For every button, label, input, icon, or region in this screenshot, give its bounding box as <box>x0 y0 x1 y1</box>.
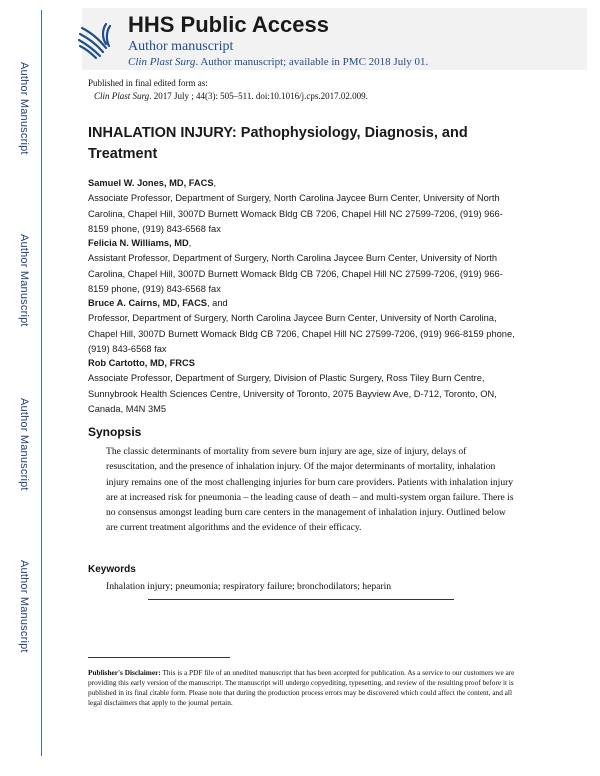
author-affiliation: Associate Professor, Department of Surgery, North Carolina Jaycee Burn Center, University of North Carolina, Chapel Hill, 3007D Burnett Womack Bldg CB 7206, Chapel Hill NC 27599-7206, (919) 966-8159 phone, (919) 843-6568 fax <box>88 193 503 235</box>
author-name: Bruce A. Cairns, MD, FACS <box>88 298 207 308</box>
availability-text: . Author manuscript; available in PMC 2018 July 01. <box>195 56 429 68</box>
disclaimer-text: This is a PDF file of an unedited manuscript that has been accepted for publication. As a service to our customers we are providing this early version of the manuscript. The manuscript will undergo copyediting, typesetting, and review of the resulting proof before it is published in its final citable form. Please note that during the production process errors may be discovered which could affect the content, and all legal disclaimers that apply to the journal pertain. <box>88 668 515 707</box>
author-suffix: , <box>213 178 217 188</box>
author-affiliation: Professor, Department of Surgery, North Carolina Jaycee Burn Center, University of North Carolina, Chapel Hill, 3007D Burnett Womack Bldg CB 7206, Chapel Hill NC 27599-7206, (919) 966-8159 phone, (919) 843-6568 fax <box>88 313 515 355</box>
disclaimer-label: Publisher's Disclaimer: <box>88 668 161 677</box>
author-affiliation: Associate Professor, Department of Surgery, Division of Plastic Surgery, Ross Tiley Burn Centre, Sunnybrook Health Sciences Centre, University of Toronto, 2075 Bayview Ave, D-712, Toronto, ON, Canada, M4N 3M5 <box>88 373 497 415</box>
article-title: INHALATION INJURY: Pathophysiology, Diagnosis, and Treatment <box>88 125 468 162</box>
keywords-heading: Keywords <box>88 564 136 575</box>
published-in-block <box>88 77 368 103</box>
side-label-author-manuscript: Author Manuscript <box>18 398 30 491</box>
hhs-public-access-title: HHS Public Access <box>128 12 329 37</box>
author-affiliation: Assistant Professor, Department of Surgery, North Carolina Jaycee Burn Center, University of North Carolina, Chapel Hill, 3007D Burnett Womack Bldg CB 7206, Chapel Hill NC 27599-7206, (919) 966-8159 phone, (919) 843-6568 fax <box>88 253 503 295</box>
synopsis-heading: Synopsis <box>88 425 142 439</box>
author-suffix: , <box>188 238 192 248</box>
divider <box>148 599 454 600</box>
citation-line <box>88 90 368 103</box>
keywords-text: Inhalation injury; pneumonia; respiratory failure; bronchodilators; heparin <box>106 581 392 592</box>
margin-rule <box>41 10 42 756</box>
author-suffix: , and <box>207 298 228 308</box>
author-manuscript-subtitle: Author manuscript <box>128 39 234 54</box>
side-label-author-manuscript: Author Manuscript <box>18 234 30 327</box>
published-label: Published in final edited form as: <box>88 78 208 88</box>
footnote-divider <box>88 657 230 658</box>
citation-journal: Clin Plast Surg <box>94 91 150 101</box>
citation-text: . 2017 July ; 44(3): 505–511. doi:10.1016/j.cps.2017.02.009. <box>149 91 368 101</box>
author-block <box>88 296 520 358</box>
author-block <box>88 176 520 238</box>
journal-availability-line <box>128 56 428 68</box>
side-label-author-manuscript: Author Manuscript <box>18 560 30 653</box>
author-block <box>88 236 520 298</box>
author-name: Samuel W. Jones, MD, FACS <box>88 178 214 188</box>
author-name: Rob Cartotto, MD, FRCS <box>88 358 195 368</box>
journal-name: Clin Plast Surg <box>128 56 196 68</box>
hhs-eagle-logo-icon <box>76 18 114 62</box>
author-name: Felicia N. Williams, MD <box>88 238 189 248</box>
side-label-author-manuscript: Author Manuscript <box>18 62 30 155</box>
author-block <box>88 356 520 418</box>
synopsis-text: The classic determinants of mortality from severe burn injury are age, size of injury, delays of resuscitation, and the presence of inhalation injury. Of the major determinants of mortality, inhalation injury remains one of the most challenging injuries for burn care providers. Patients with inhalation injury are at increased risk for pneumonia – the leading cause of death – and multi-system organ failure. There is no consensus amongst leading burn care centers in the management of inhalation injury. Outlined below are current treatment algorithms and the evidence of their efficacy. <box>106 446 514 534</box>
publisher-disclaimer <box>88 668 520 708</box>
